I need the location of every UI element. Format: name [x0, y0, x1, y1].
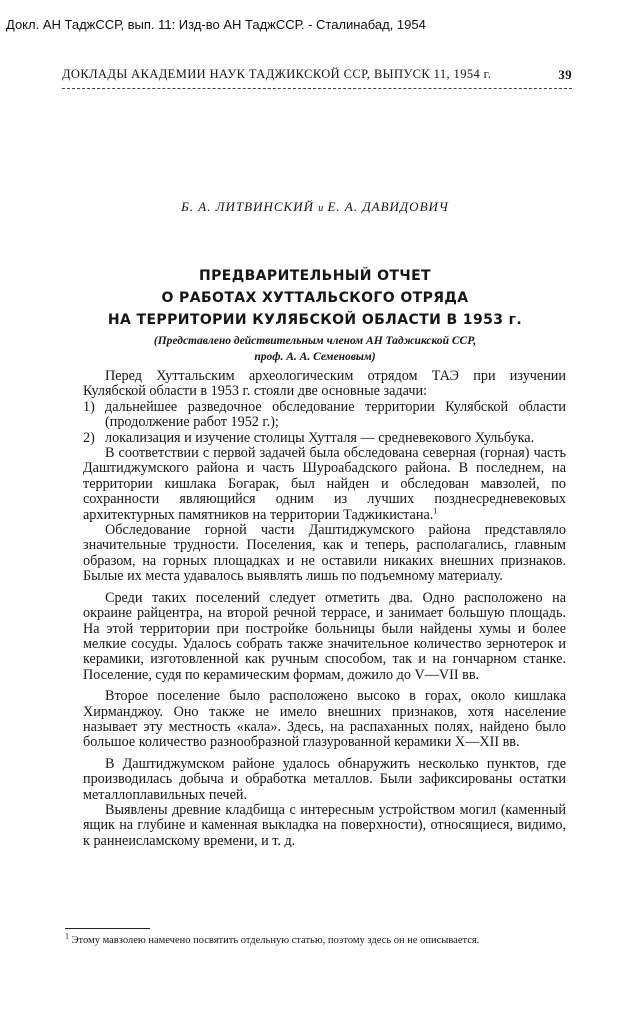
task-number-2: 2)	[83, 429, 95, 446]
title-line-3: НА ТЕРРИТОРИИ КУЛЯБСКОЙ ОБЛАСТИ В 1953 г.	[107, 312, 523, 328]
author-first: Б. А. ЛИТВИНСКИЙ	[181, 199, 314, 214]
paragraph-7: Выявлены древние кладбища с интересным устройством могил (каменный ящик на глубине и каменная выкладка на поверхности), относящиеся, видимо, к раннеисламскому времени, и т. д.	[83, 801, 566, 849]
running-header	[62, 67, 572, 89]
article-body	[83, 369, 566, 849]
task-item-2	[83, 431, 566, 446]
task-text-2: локализация и изучение столицы Хутталя — средневекового Хульбука.	[105, 429, 535, 446]
source-citation: Докл. АН ТаджССР, вып. 11: Изд-во АН ТаджССР. - Сталинабад, 1954	[6, 17, 426, 32]
footnote-text: Этому мавзолею намечено посвятить отдельную статью, поэтому здесь он не описывается.	[71, 935, 480, 946]
footnote-reference: 1	[433, 505, 438, 515]
title-line-1: ПРЕДВАРИТЕЛЬНЫЙ ОТЧЕТ	[199, 268, 431, 284]
author-second: Е. А. ДАВИДОВИЧ	[327, 199, 449, 214]
paragraph-4: Среди таких поселений следует отметить два. Одно расположено на окраине райцентра, на второй речной террасе, и занимает большую площадь. На этой территории при постройке больницы были найдены хумы и более мелкие сосуды. Удалось собрать также значительное количество зернотерок и керамики, изготовленной как ручным способом, так и на гончарном станке. Поселение, судя по керамическим формам, дожило до V—VII вв.	[83, 589, 566, 683]
presented-by	[0, 333, 630, 365]
task-number-1: 1)	[83, 398, 95, 415]
presented-line-1: (Представлено действительным членом АН Таджикской ССР,	[153, 335, 477, 347]
paragraph-2	[83, 446, 566, 523]
footnote	[65, 931, 567, 948]
journal-title: ДОКЛАДЫ АКАДЕМИИ НАУК ТАДЖИКСКОЙ ССР, ВЫПУСК 11, 1954 г.	[62, 67, 492, 81]
presented-line-2: проф. А. А. Семеновым)	[254, 351, 376, 363]
paragraph-intro: Перед Хуттальским археологическим отрядом ТАЭ при изучении Кулябской области в 1953 г. стояли две основные задачи:	[83, 368, 566, 400]
paragraph-3: Обследование горной части Даштиджумского района представляло значительные трудности. Поселения, как и теперь, располагались, главным образом, на горных площадках и не оставили никаких внешних признаков. Былые их места удавалось выявлять лишь по подъемному материалу.	[83, 522, 566, 585]
paragraph-6: В Даштиджумском районе удалось обнаружить несколько пунктов, где производилась добыча и обработка металлов. Были зафиксированы остатки металлоплавильных печей.	[83, 755, 566, 803]
author-conjunction: и	[318, 203, 324, 214]
article-title	[0, 265, 630, 331]
authors	[0, 199, 630, 215]
title-line-2: О РАБОТАХ ХУТТАЛЬСКОГО ОТРЯДА	[161, 290, 469, 306]
task-item-1	[83, 400, 566, 431]
page-number: 39	[558, 67, 572, 82]
task-text-1: дальнейшее разведочное обследование территории Кулябской области (продолжение работ 1952 г.);	[105, 398, 566, 431]
footnote-mark: 1	[65, 931, 69, 941]
footnote-rule	[65, 928, 150, 929]
paragraph-5: Второе поселение было расположено высоко в горах, около кишлака Хирманджоу. Оно также не имело внешних признаков, хотя население называет эту местность «кала». Здесь, на распаханных полях, найдено было большое количество разнообразной глазурованной керамики X—XII вв.	[83, 688, 566, 751]
paragraph-2-text: В соответствии с первой задачей была обследована северная (горная) часть Даштиджумского района и часть Шуроабадского района. В последнем, на территории кишлака Богарак, был найден и обследован мавзолей, по сохранности являющийся одним из лучших позднесредневековых архитектурных памятников на территории Таджикистана.	[83, 445, 566, 523]
